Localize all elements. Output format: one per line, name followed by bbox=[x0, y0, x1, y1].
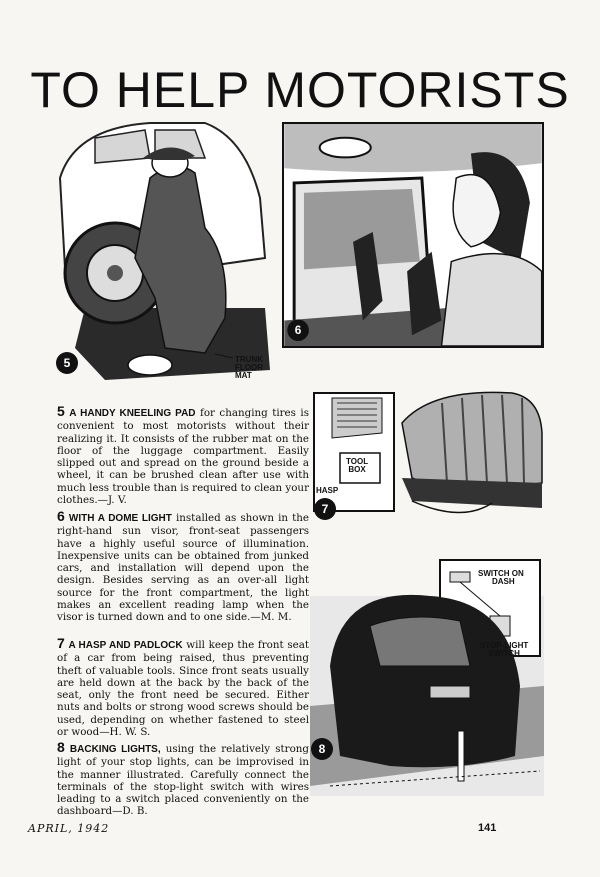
kneeling-pad-drawing bbox=[55, 118, 277, 380]
page-title: TO HELP MOTORISTS bbox=[30, 62, 570, 118]
page-number: 141 bbox=[478, 822, 497, 834]
figure-7-illustration bbox=[312, 383, 544, 523]
backing-lights-drawing bbox=[310, 556, 544, 818]
label-line: SWITCH ON bbox=[478, 569, 524, 578]
article-7 bbox=[57, 637, 309, 738]
figure-5-number: 5 bbox=[63, 356, 71, 370]
footer-date: APRIL, 1942 bbox=[28, 822, 110, 835]
hasp-padlock-drawing bbox=[312, 383, 544, 523]
article-heading: A HANDY KNEELING PAD bbox=[69, 408, 196, 419]
article-number: 7 bbox=[57, 635, 65, 651]
switch-on-dash-label bbox=[478, 570, 524, 586]
article-6 bbox=[57, 510, 309, 624]
label-line: STOP-LIGHT bbox=[480, 641, 529, 650]
figure-6-number: 6 bbox=[294, 324, 302, 338]
article-number: 6 bbox=[57, 508, 65, 524]
stop-light-switch-label bbox=[480, 642, 528, 658]
article-heading: A HASP AND PADLOCK bbox=[68, 640, 183, 651]
label-line: MAT bbox=[235, 371, 252, 380]
article-number: 8 bbox=[57, 739, 65, 755]
figure-5-illustration bbox=[55, 118, 277, 380]
label-line: TRUNK bbox=[235, 355, 263, 364]
label-line: BOX bbox=[348, 465, 366, 474]
article-5 bbox=[57, 405, 309, 506]
article-number: 5 bbox=[57, 403, 65, 419]
article-heading: WITH A DOME LIGHT bbox=[68, 513, 172, 524]
figure-7-number: 7 bbox=[321, 502, 329, 516]
article-body: will keep the front seat of a car from being raised, thus preventing theft of valuable tools. Since front seats usually are held down at the back by the back of the seat, only the front need be secured. Either nuts and bolts or strong wood screws should be used, depending on whether fastened to steel or wood—H. W. S. bbox=[57, 639, 309, 739]
trunk-floor-mat-label bbox=[235, 356, 263, 380]
article-8 bbox=[57, 741, 309, 818]
tool-box-label bbox=[346, 458, 368, 474]
label-line: TOOL bbox=[346, 457, 369, 466]
article-body: for changing tires is convenient to most motorists without their realizing it. It consists of the rubber mat on the floor of the luggage compartment. Easily slipped out and spread on the ground beside a wheel, it can be brushed clean after use with much less trouble than is required to clean your clothes.—J. V. bbox=[57, 407, 309, 507]
label-line: FLOOR bbox=[235, 363, 263, 372]
article-body: installed as shown in the right-hand sun visor, front-seat passengers have a highly useful source of illumination. Inexpensive units can be obtained from junked cars, and installation will depend upon the design. Besides serving as an over-all light source for the front compartment, the light makes an excellent reading lamp when the visor is turned down and to one side.—M. M. bbox=[57, 512, 309, 624]
figure-8-illustration bbox=[310, 556, 544, 818]
label-line: SWITCH bbox=[488, 649, 520, 658]
article-heading: BACKING LIGHTS, bbox=[69, 744, 161, 755]
figure-6-illustration bbox=[282, 122, 544, 348]
hasp-label: HASP bbox=[316, 486, 339, 495]
figure-8-number: 8 bbox=[318, 742, 326, 756]
label-line: DASH bbox=[492, 577, 515, 586]
article-body: using the relatively strong light of your stop lights, can be improvised in the manner illustrated. Carefully connect the terminals of the stop-light switch with wires leading to a switch placed conveniently on the dashboard—D. B. bbox=[57, 743, 309, 818]
dome-light-drawing bbox=[284, 124, 542, 346]
